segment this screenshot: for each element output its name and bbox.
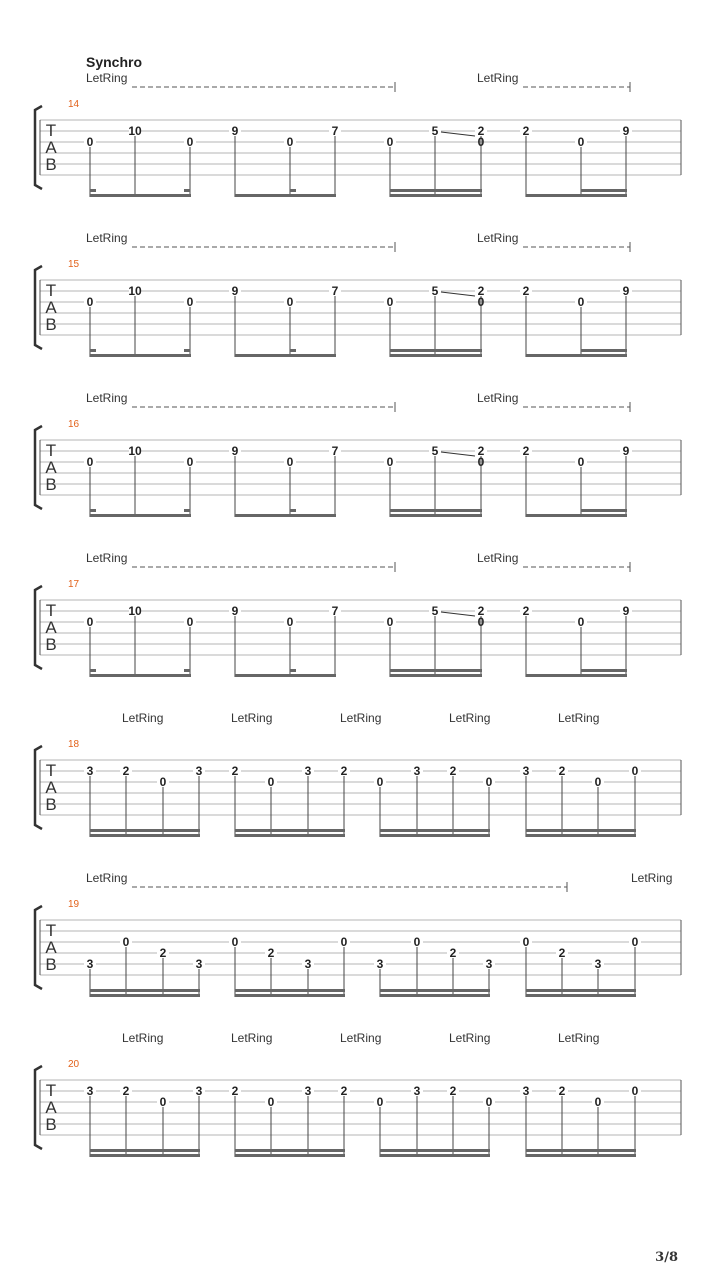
partial-beam (581, 349, 627, 352)
fret-number: 3 (86, 957, 94, 971)
fret-number: 0 (577, 295, 585, 309)
slide-line (441, 132, 475, 136)
let-ring-label: LetRing (86, 71, 128, 85)
fret-number: 9 (622, 444, 630, 458)
tab-clef-letter: T (45, 761, 57, 780)
beam (380, 1149, 490, 1152)
let-ring-label: LetRing (86, 231, 128, 245)
fret-number: 0 (477, 615, 485, 629)
system-bracket (35, 106, 42, 189)
let-ring-label: LetRing (631, 871, 673, 885)
fret-number: 0 (386, 295, 394, 309)
fret-number: 0 (122, 935, 130, 949)
tab-clef-letter: B (45, 635, 57, 654)
measure-number: 20 (68, 1059, 80, 1070)
fret-number: 0 (477, 455, 485, 469)
partial-beam (184, 509, 190, 512)
fret-number: 0 (522, 935, 530, 949)
fret-number: 0 (376, 1095, 384, 1109)
tab-clef-letter: T (45, 121, 57, 140)
fret-number: 0 (631, 1084, 639, 1098)
fret-number: 0 (286, 455, 294, 469)
beam (390, 349, 482, 352)
fret-number: 2 (522, 604, 530, 618)
fret-number: 2 (449, 1084, 457, 1098)
tab-clef-letter: B (45, 955, 57, 974)
fret-number: 2 (449, 764, 457, 778)
fret-number: 0 (386, 615, 394, 629)
fret-number: 0 (477, 135, 485, 149)
beam (90, 354, 191, 357)
beam (390, 669, 482, 672)
tab-clef-letter: A (45, 938, 57, 957)
tab-clef-letter: A (45, 458, 57, 477)
fret-number: 0 (631, 764, 639, 778)
fret-number: 7 (331, 124, 339, 138)
fret-number: 5 (431, 124, 439, 138)
fret-number: 2 (159, 946, 167, 960)
fret-number: 3 (522, 764, 530, 778)
system-bracket (35, 1066, 42, 1149)
tab-clef-letter: A (45, 618, 57, 637)
fret-number: 0 (594, 1095, 602, 1109)
beam (526, 674, 627, 677)
let-ring-label: LetRing (477, 391, 519, 405)
partial-beam (581, 509, 627, 512)
tab-clef-letter: B (45, 155, 57, 174)
let-ring-label: LetRing (122, 1031, 164, 1045)
fret-number: 2 (477, 444, 485, 458)
measure-number: 17 (68, 579, 80, 590)
partial-beam (184, 189, 190, 192)
fret-number: 9 (622, 124, 630, 138)
fret-number: 2 (340, 764, 348, 778)
fret-number: 0 (231, 935, 239, 949)
fret-number: 0 (267, 775, 275, 789)
fret-number: 0 (159, 1095, 167, 1109)
beam (235, 194, 336, 197)
fret-number: 5 (431, 444, 439, 458)
fret-number: 0 (186, 615, 194, 629)
slide-line (441, 452, 475, 456)
fret-number: 3 (304, 764, 312, 778)
fret-number: 2 (522, 124, 530, 138)
beam (235, 514, 336, 517)
tab-clef-letter: T (45, 1081, 57, 1100)
fret-number: 7 (331, 444, 339, 458)
beam (526, 354, 627, 357)
fret-number: 9 (231, 124, 239, 138)
system-bracket (35, 906, 42, 989)
beam (526, 829, 636, 832)
beam (390, 674, 482, 677)
beam (235, 354, 336, 357)
fret-number: 2 (477, 124, 485, 138)
fret-number: 0 (267, 1095, 275, 1109)
fret-number: 0 (186, 295, 194, 309)
beam (390, 514, 482, 517)
fret-number: 3 (376, 957, 384, 971)
fret-number: 5 (431, 284, 439, 298)
fret-number: 9 (622, 284, 630, 298)
fret-number: 2 (340, 1084, 348, 1098)
fret-number: 3 (522, 1084, 530, 1098)
partial-beam (290, 669, 296, 672)
fret-number: 3 (195, 957, 203, 971)
fret-number: 3 (594, 957, 602, 971)
beam (235, 1149, 345, 1152)
fret-number: 10 (128, 604, 142, 618)
fret-number: 3 (86, 1084, 94, 1098)
slide-line (441, 612, 475, 616)
fret-number: 0 (86, 615, 94, 629)
fret-number: 3 (304, 957, 312, 971)
tab-clef-letter: T (45, 921, 57, 940)
let-ring-label: LetRing (558, 1031, 600, 1045)
let-ring-label: LetRing (477, 71, 519, 85)
let-ring-label: LetRing (231, 1031, 273, 1045)
beam (526, 514, 627, 517)
fret-number: 0 (386, 135, 394, 149)
measure-number: 14 (68, 99, 80, 110)
fret-number: 2 (558, 1084, 566, 1098)
tab-clef-letter: B (45, 1115, 57, 1134)
tab-clef-letter: A (45, 1098, 57, 1117)
fret-number: 0 (286, 135, 294, 149)
fret-number: 0 (86, 455, 94, 469)
partial-beam (90, 189, 96, 192)
partial-beam (290, 189, 296, 192)
beam (526, 994, 636, 997)
fret-number: 10 (128, 124, 142, 138)
fret-number: 0 (286, 615, 294, 629)
fret-number: 3 (304, 1084, 312, 1098)
beam (380, 994, 490, 997)
partial-beam (581, 189, 627, 192)
partial-beam (581, 669, 627, 672)
partial-beam (184, 349, 190, 352)
tab-clef-letter: T (45, 441, 57, 460)
fret-number: 2 (558, 946, 566, 960)
partial-beam (290, 509, 296, 512)
measure-number: 15 (68, 259, 80, 270)
slide-line (441, 292, 475, 296)
fret-number: 0 (477, 295, 485, 309)
let-ring-label: LetRing (86, 551, 128, 565)
fret-number: 3 (195, 764, 203, 778)
beam (90, 514, 191, 517)
fret-number: 3 (413, 764, 421, 778)
fret-number: 2 (449, 946, 457, 960)
partial-beam (184, 669, 190, 672)
fret-number: 3 (485, 957, 493, 971)
fret-number: 2 (122, 1084, 130, 1098)
fret-number: 3 (86, 764, 94, 778)
let-ring-label: LetRing (231, 711, 273, 725)
fret-number: 0 (485, 1095, 493, 1109)
let-ring-label: LetRing (340, 711, 382, 725)
fret-number: 9 (231, 444, 239, 458)
beam (235, 1154, 345, 1157)
tab-clef-letter: T (45, 601, 57, 620)
let-ring-label: LetRing (477, 551, 519, 565)
fret-number: 2 (522, 284, 530, 298)
fret-number: 2 (477, 284, 485, 298)
system-bracket (35, 746, 42, 829)
fret-number: 0 (376, 775, 384, 789)
let-ring-label: LetRing (558, 711, 600, 725)
fret-number: 9 (231, 284, 239, 298)
tab-clef-letter: T (45, 281, 57, 300)
beam (90, 1154, 200, 1157)
beam (235, 994, 345, 997)
fret-number: 2 (267, 946, 275, 960)
fret-number: 0 (413, 935, 421, 949)
fret-number: 2 (231, 764, 239, 778)
beam (235, 674, 336, 677)
beam (380, 989, 490, 992)
partial-beam (90, 349, 96, 352)
fret-number: 9 (231, 604, 239, 618)
let-ring-label: LetRing (477, 231, 519, 245)
fret-number: 2 (558, 764, 566, 778)
fret-number: 0 (159, 775, 167, 789)
measure-number: 19 (68, 899, 80, 910)
fret-number: 0 (186, 135, 194, 149)
partial-beam (90, 509, 96, 512)
beam (380, 1154, 490, 1157)
beam (90, 994, 200, 997)
fret-number: 0 (631, 935, 639, 949)
beam (526, 1154, 636, 1157)
beam (380, 834, 490, 837)
fret-number: 0 (577, 135, 585, 149)
fret-number: 9 (622, 604, 630, 618)
fret-number: 2 (122, 764, 130, 778)
fret-number: 0 (86, 135, 94, 149)
beam (90, 194, 191, 197)
fret-number: 3 (195, 1084, 203, 1098)
beam (90, 989, 200, 992)
measure-number: 18 (68, 739, 80, 750)
fret-number: 0 (577, 455, 585, 469)
beam (390, 509, 482, 512)
beam (390, 194, 482, 197)
let-ring-label: LetRing (86, 391, 128, 405)
let-ring-label: LetRing (86, 871, 128, 885)
song-title: Synchro (86, 54, 143, 70)
fret-number: 0 (594, 775, 602, 789)
beam (390, 354, 482, 357)
beam (235, 989, 345, 992)
system-bracket (35, 266, 42, 349)
beam (235, 834, 345, 837)
beam (380, 829, 490, 832)
partial-beam (90, 669, 96, 672)
beam (526, 834, 636, 837)
fret-number: 10 (128, 444, 142, 458)
measure-number: 16 (68, 419, 80, 430)
fret-number: 0 (386, 455, 394, 469)
tab-clef-letter: A (45, 778, 57, 797)
let-ring-label: LetRing (340, 1031, 382, 1045)
beam (90, 829, 200, 832)
fret-number: 10 (128, 284, 142, 298)
fret-number: 7 (331, 284, 339, 298)
let-ring-label: LetRing (122, 711, 164, 725)
fret-number: 5 (431, 604, 439, 618)
beam (90, 834, 200, 837)
fret-number: 0 (86, 295, 94, 309)
tab-clef-letter: B (45, 315, 57, 334)
fret-number: 0 (340, 935, 348, 949)
fret-number: 0 (186, 455, 194, 469)
page-number: 3/8 (655, 1250, 678, 1265)
beam (90, 1149, 200, 1152)
let-ring-label: LetRing (449, 1031, 491, 1045)
fret-number: 0 (577, 615, 585, 629)
system-bracket (35, 586, 42, 669)
beam (390, 189, 482, 192)
tab-clef-letter: A (45, 298, 57, 317)
tab-clef-letter: A (45, 138, 57, 157)
fret-number: 0 (485, 775, 493, 789)
beam (235, 829, 345, 832)
beam (526, 1149, 636, 1152)
fret-number: 3 (413, 1084, 421, 1098)
fret-number: 0 (286, 295, 294, 309)
partial-beam (290, 349, 296, 352)
beam (90, 674, 191, 677)
fret-number: 2 (477, 604, 485, 618)
beam (526, 989, 636, 992)
tab-clef-letter: B (45, 475, 57, 494)
fret-number: 2 (522, 444, 530, 458)
let-ring-label: LetRing (449, 711, 491, 725)
tab-clef-letter: B (45, 795, 57, 814)
system-bracket (35, 426, 42, 509)
fret-number: 7 (331, 604, 339, 618)
beam (526, 194, 627, 197)
fret-number: 2 (231, 1084, 239, 1098)
